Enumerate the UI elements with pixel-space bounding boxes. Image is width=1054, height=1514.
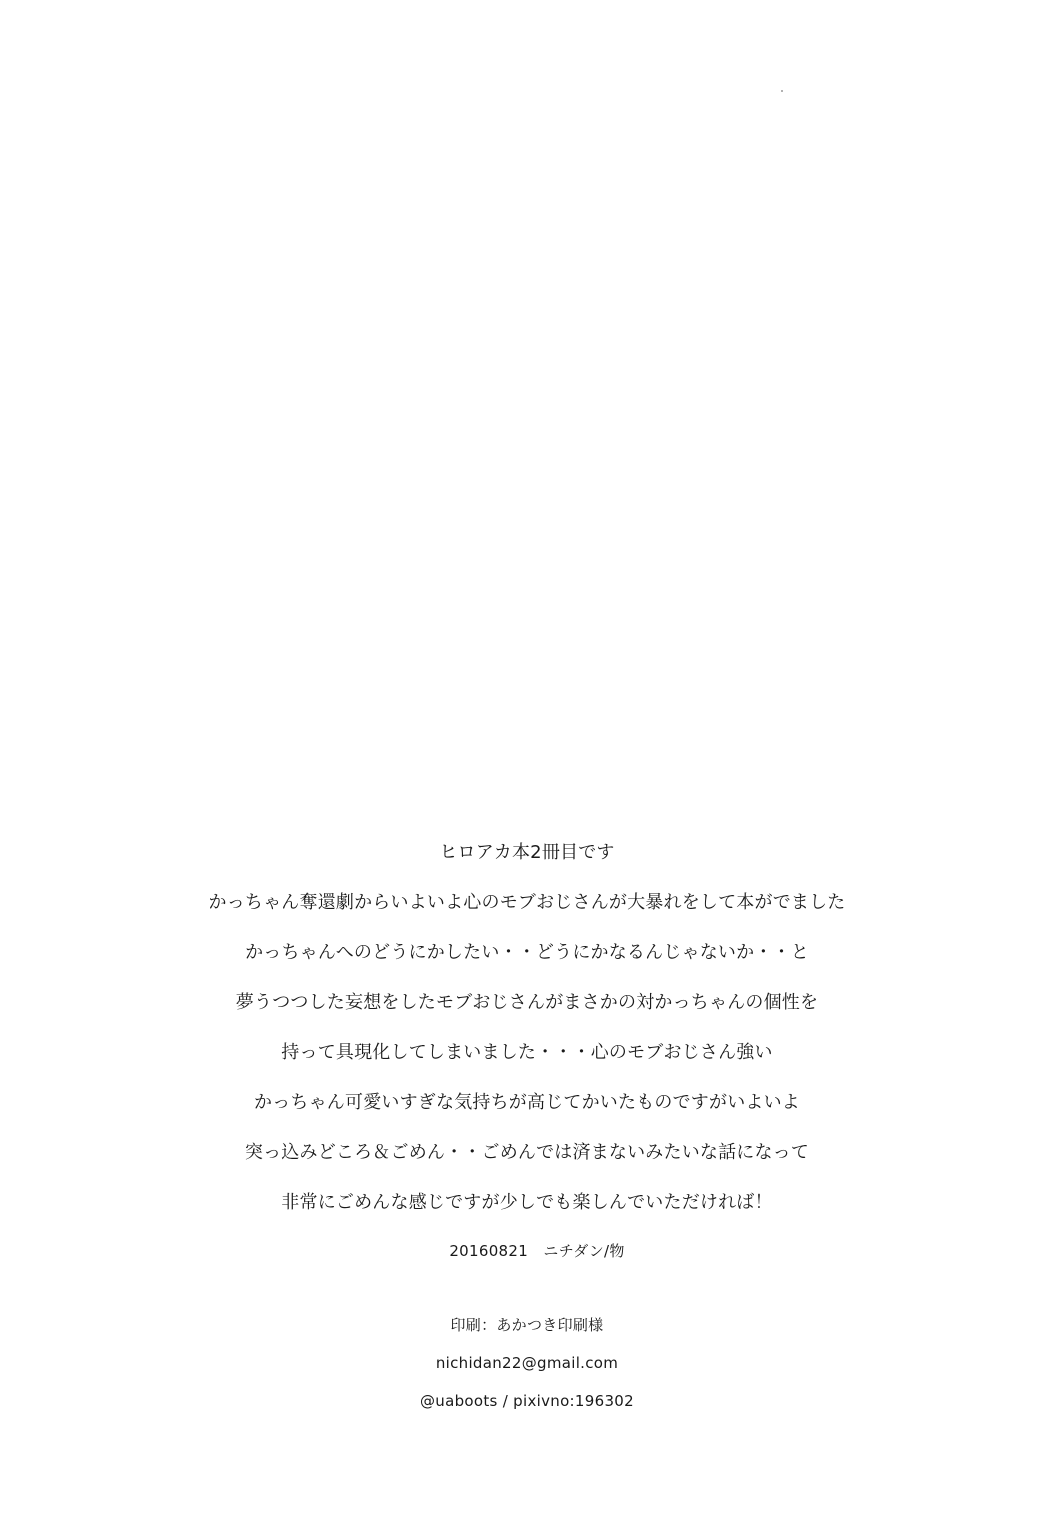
date-signature: 20160821 ニチダン/物 xyxy=(449,1242,625,1260)
afterword-line-2: かっちゃん奪還劇からいよいよ心のモブおじさんが大暴れをして本がでました xyxy=(208,892,846,913)
scan-speck xyxy=(781,90,783,92)
afterword-line-3: かっちゃんへのどうにかしたい・・どうにかなるんじゃないか・・と xyxy=(245,942,809,963)
afterword-line-4: 夢うつつした妄想をしたモブおじさんがまさかの対かっちゃんの個性を xyxy=(235,992,819,1013)
contact-email: nichidan22@gmail.com xyxy=(435,1354,619,1372)
social-handles: @uaboots / pixivno:196302 xyxy=(420,1392,634,1410)
afterword-line-5: 持って具現化してしまいました・・・心のモブおじさん強い xyxy=(281,1042,773,1063)
afterword-line-6: かっちゃん可愛いすぎな気持ちが高じてかいたものですがいよいよ xyxy=(254,1092,800,1113)
afterword-line-8: 非常にごめんな感じですが少しでも楽しんでいただければ！ xyxy=(281,1192,773,1213)
afterword-line-1: ヒロアカ本2冊目です xyxy=(439,842,615,863)
afterword-line-7: 突っ込みどころ＆ごめん・・ごめんでは済まないみたいな話になって xyxy=(244,1142,810,1163)
printer-credit: 印刷：あかつき印刷様 xyxy=(450,1316,604,1334)
